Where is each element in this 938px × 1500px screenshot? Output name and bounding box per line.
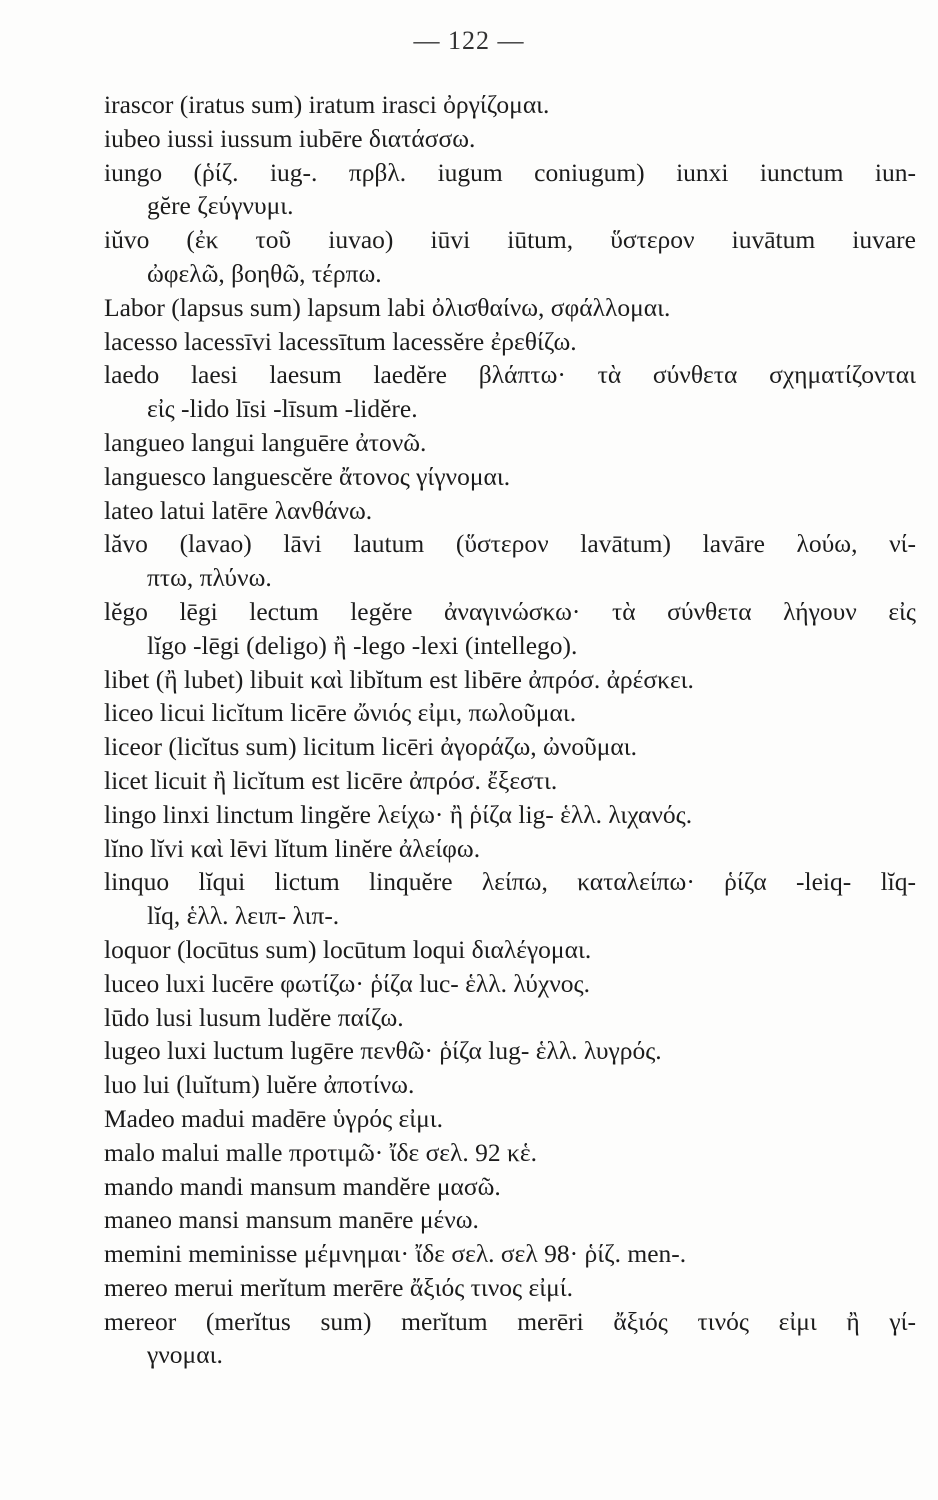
dictionary-entry [104,1271,916,1305]
dictionary-entry [104,291,916,325]
dictionary-entry [104,460,916,494]
entry-continuation: ὠφελῶ, βοηθῶ, τέρπω. [147,258,382,288]
dictionary-entry [104,865,916,933]
dictionary-entry [104,122,916,156]
dictionary-entry [104,1136,916,1170]
dictionary-entry [104,1170,916,1204]
dictionary-entry [104,764,916,798]
dictionary-entry [104,1068,916,1102]
dictionary-entry [104,798,916,832]
entry-headline: licet licuit ἢ licĭtum est licēre ἀπρόσ. ἔξεστι. [104,765,558,795]
dictionary-entry [104,1237,916,1271]
dictionary-entry [104,494,916,528]
entry-headline: mereo merui merĭtum merēre ἄξιός τινος εἰμί. [104,1272,574,1302]
entry-headline: Labor (lapsus sum) lapsum labi ὀλισθαίνω, σφάλλομαι. [104,292,671,322]
entry-headline: liceor (licĭtus sum) licitum licēri ἀγοράζω, ὠνοῦμαι. [104,732,637,762]
dictionary-entries [104,88,916,1372]
dictionary-entry [104,832,916,866]
dictionary-entry [104,88,916,122]
entry-headline: irascor (iratus sum) iratum irasci ὀργίζομαι. [104,90,550,119]
entry-continuation: lĭq, ἑλλ. λειπ- λιπ-. [147,901,340,931]
entry-headline: mereor (merĭtus sum) merĭtum merēri ἄξιός τινός εἰμι ἢ γί- [104,1306,916,1336]
entry-headline: langueo langui languēre ἀτονῶ. [104,427,427,457]
dictionary-entry [104,1203,916,1237]
entry-continuation: γνομαι. [147,1340,223,1370]
entry-headline: laedo laesi laesum laedĕre βλάπτω· τὰ σύνθετα σχηματίζονται [104,360,916,390]
dictionary-entry [104,967,916,1001]
entry-continuation: gĕre ζεύγνυμι. [147,191,294,221]
entry-headline: lugeo luxi luctum lugēre πενθῶ· ῥίζα lug- ἑλλ. λυγρός. [104,1036,662,1066]
entry-headline: languesco languescĕre ἄτονος γίγνομαι. [104,461,511,491]
page-number: — 122 — [413,26,525,55]
entry-headline: lĕgo lēgi lectum legĕre ἀναγινώσκω· τὰ σύνθετα λήγουν εἰς [104,596,916,626]
dictionary-entry [104,1102,916,1136]
entry-headline: lacesso lacessīvi lacessītum lacessĕre ἐρεθίζω. [104,326,577,356]
dictionary-entry [104,156,916,224]
entry-headline: luo lui (luĭtum) luĕre ἀποτίνω. [104,1070,415,1100]
entry-headline: libet (ἢ lubet) libuit καὶ libĭtum est libēre ἀπρόσ. ἀρέσκει. [104,664,694,694]
dictionary-entry [104,595,916,663]
entry-headline: liceo licui licĭtum licēre ὤνιός εἰμι, πωλοῦμαι. [104,698,577,728]
entry-headline: malo malui malle προτιμῶ· ἴδε σελ. 92 κἑ. [104,1137,537,1167]
entry-headline: mando mandi mansum mandĕre μασῶ. [104,1171,501,1201]
dictionary-entry [104,527,916,595]
entry-headline: lingo linxi linctum lingĕre λείχω· ἢ ῥίζα lig- ἑλλ. λιχανός. [104,799,693,829]
entry-headline: iubeo iussi iussum iubēre διατάσσω. [104,123,476,153]
entry-headline: loquor (locūtus sum) locūtum loqui διαλέγομαι. [104,934,592,964]
entry-headline: luceo luxi lucēre φωτίζω· ῥίζα luc- ἑλλ. λύχνος. [104,968,590,998]
dictionary-entry [104,358,916,426]
dictionary-entry [104,696,916,730]
entry-headline: memini meminisse μέμνημαι· ἴδε σελ. σελ 98· ῥίζ. men-. [104,1239,687,1269]
dictionary-entry [104,1305,916,1373]
entry-continuation: εἰς -lido līsi -līsum -lidĕre. [147,394,418,424]
dictionary-entry [104,933,916,967]
entry-headline: iungo (ῥίζ. iug-. πρβλ. iugum coniugum) iunxi iunctum iun- [104,157,916,187]
dictionary-entry [104,325,916,359]
entry-headline: linquo lĭqui lictum linquĕre λείπω, καταλείπω· ῥίζα -leiq- lĭq- [104,867,916,897]
entry-headline: lĭno lĭvi καὶ lēvi lĭtum linĕre ἀλείφω. [104,833,481,863]
entry-headline: maneo mansi mansum manēre μένω. [104,1205,479,1235]
entry-headline: lăvo (lavao) lāvi lautum (ὕστερον lavātum) lavāre λούω, νί- [104,529,916,559]
entry-headline: Madeo madui madēre ὑγρός εἰμι. [104,1103,444,1133]
entry-continuation: lĭgo -lēgi (deligo) ἢ -lego -lexi (intellego). [147,630,578,660]
entry-headline: lateo latui latēre λανθάνω. [104,495,373,525]
entry-continuation: πτω, πλύνω. [147,563,272,593]
dictionary-entry [104,663,916,697]
dictionary-entry [104,1034,916,1068]
dictionary-entry [104,1001,916,1035]
dictionary-entry [104,730,916,764]
dictionary-entry [104,426,916,460]
entry-headline: iŭvo (ἐκ τοῦ iuvao) iūvi iūtum, ὕστερον iuvātum iuvare [104,225,916,255]
dictionary-entry [104,223,916,291]
entry-headline: lūdo lusi lusum ludĕre παίζω. [104,1002,404,1032]
